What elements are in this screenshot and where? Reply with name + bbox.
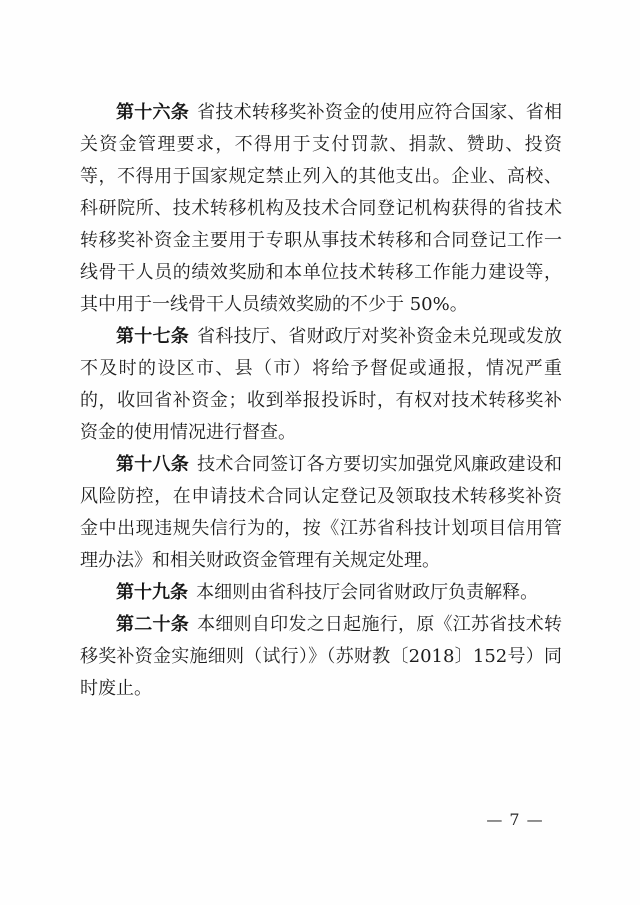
article-number: 第十七条 — [116, 326, 190, 347]
article-text: 省技术转移奖补资金的使用应符合国家、省相关资金管理要求，不得用于支付罚款、捐款、赞助、投资等，不得用于国家规定禁止列入的其他支出。企业、高校、科研院所、技术转移机构及技术合同登记机构获得的省技术转移奖补资金主要用于专职从事技术转移和合同登记工作一线骨干人员的绩效奖励和本单位技术转移工作能力建设等，其中用于一线骨干人员绩效奖励的不少于 50%。 — [80, 102, 563, 315]
article-number: 第十六条 — [116, 102, 190, 123]
article-number: 第十八条 — [116, 454, 190, 475]
article-paragraph — [80, 97, 562, 321]
article-text: 技术合同签订各方要切实加强党风廉政建设和风险防控，在申请技术合同认定登记及领取技术转移奖补资金中出现违规失信行为的，按《江苏省科技计划项目信用管理办法》和相关财政资金管理有关规定处理。 — [80, 454, 563, 571]
article-paragraph — [80, 609, 562, 705]
document-body — [80, 97, 562, 705]
article-text: 本细则自印发之日起施行，原《江苏省技术转移奖补资金实施细则（试行）》（苏财教〔2018〕152号）同时废止。 — [80, 614, 563, 699]
article-paragraph — [80, 449, 562, 577]
page-number: — 7 — — [486, 810, 544, 829]
article-text: 本细则由省科技厅会同省财政厅负责解释。 — [196, 582, 539, 603]
article-paragraph — [80, 577, 562, 609]
article-paragraph — [80, 321, 562, 449]
article-number: 第二十条 — [116, 614, 190, 635]
article-number: 第十九条 — [116, 582, 188, 603]
article-text: 省科技厅、省财政厅对奖补资金未兑现或发放不及时的设区市、县（市）将给予督促或通报，情况严重的，收回省补资金；收到举报投诉时，有权对技术转移奖补资金的使用情况进行督查。 — [80, 326, 563, 443]
